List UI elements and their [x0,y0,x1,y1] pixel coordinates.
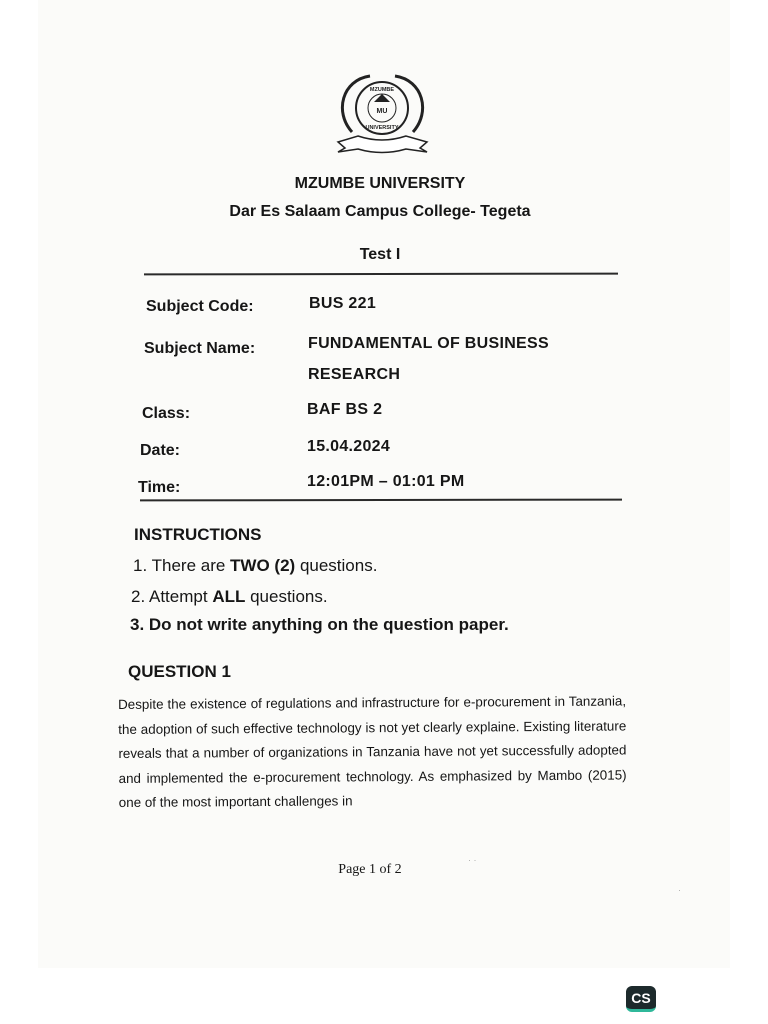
instruction-1-number: 1. [133,556,148,575]
instruction-1-emphasis: TWO (2) [230,556,296,575]
subject-code-value: BUS 221 [309,295,377,312]
university-name: MZUMBE UNIVERSITY [294,175,466,192]
paper-speck: · · [468,855,477,865]
instruction-2-tail: questions. [250,587,328,606]
instruction-2-number: 2. [131,587,146,606]
time-value: 12:01PM – 01:01 PM [307,473,465,490]
logo-ring-top: MZUMBE [369,87,395,93]
instructions-heading: INSTRUCTIONS [134,525,262,544]
paper-speck: · [678,885,681,895]
question-body: Despite the existence of regulations and infrastructure for e-procurement in Tanzania, the adoption of such effective technology is not yet clearly explaine. Existing literature reveals that a number of organizations in Tanzania have not yet successfully adopted and implemented the e-procurement technology. As emphasized by Mambo (2015) one of the most important challenges in [118,693,627,811]
subject-code-label: Subject Code: [146,298,254,315]
date-label: Date: [140,442,181,459]
logo-monogram: MU [376,108,388,115]
instruction-1-text: There are [151,556,226,575]
class-label: Class: [142,405,191,422]
test-title: Test I [359,246,401,263]
instruction-2 [131,587,328,607]
time-label: Time: [138,479,181,496]
instruction-2-emphasis: ALL [212,587,246,606]
subject-name-value-line2: RESEARCH [308,366,401,383]
instruction-3: 3. Do not write anything on the question paper. [130,615,509,634]
scanner-app-badge: CS [626,986,656,1012]
instruction-1 [133,556,377,576]
instruction-2-text: Attempt [148,587,208,606]
class-value: BAF BS 2 [307,401,383,418]
question-heading: QUESTION 1 [128,662,231,681]
subject-name-value: FUNDAMENTAL OF BUSINESS [308,335,549,352]
subject-name-label: Subject Name: [144,340,256,357]
instruction-1-tail: questions. [299,556,378,575]
university-logo [330,72,435,156]
campus-name: Dar Es Salaam Campus College- Tegeta [229,203,531,220]
page-number: Page 1 of 2 [338,862,402,877]
logo-ring-bottom: UNIVERSITY [365,125,399,131]
date-value: 15.04.2024 [307,438,391,455]
